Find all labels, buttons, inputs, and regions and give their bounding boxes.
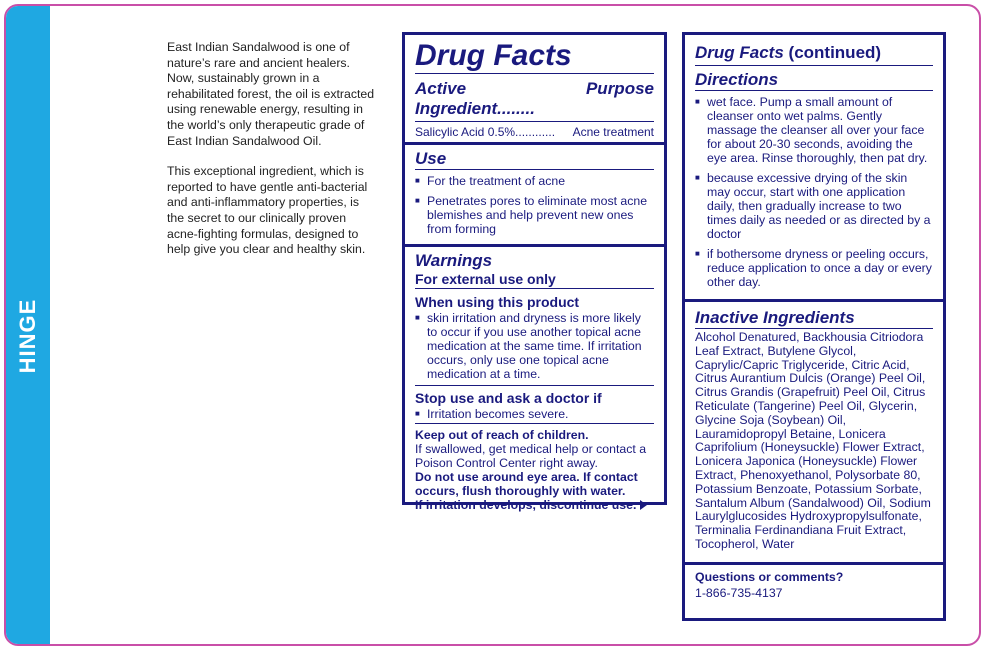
continue-arrow-icon	[640, 500, 647, 510]
use-section	[405, 145, 664, 247]
marketing-paragraph-1: East Indian Sandalwood is one of nature’s rare and ancient healers. Now, sustainably grown in a rehabilitated forest, the oil is extracted using renewable energy, resulting in the world’s only therapeutic grade of East Indian Sandalwood Oil.	[167, 40, 375, 148]
list-item: ■ if bothersome dryness or peeling occurs, reduce application to once a day or every other day.	[695, 247, 933, 289]
stop-use-title: Stop use and ask a doctor if	[415, 390, 602, 406]
active-ingredient-header	[415, 79, 654, 119]
questions-title: Questions or comments?	[695, 569, 844, 584]
external-use-text: For external use only	[415, 271, 654, 289]
divider	[415, 423, 654, 424]
list-item: ■ Irritation becomes severe.	[415, 407, 654, 421]
marketing-copy	[167, 40, 379, 273]
when-using-title: When using this product	[415, 294, 580, 310]
inactive-title: Inactive Ingredients	[695, 308, 933, 329]
use-title: Use	[415, 149, 654, 170]
discontinue-row	[415, 498, 654, 512]
list-item: ■ For the treatment of acne	[415, 174, 654, 188]
drug-facts-continued-panel	[682, 32, 946, 621]
inactive-text: Alcohol Denatured, Backhousia Citriodora Leaf Extract, Butylene Glycol, Caprylic/Capric Triglyceride, Citric Acid, Citrus Aurantium Dulcis (Orange) Peel Oil, Citrus Grandis (Grapefruit) Peel Oil, Citrus Reticulate (Tangerine) Peel Oil, Glycerin, Glycine Soja (Soybean) Oil, Lauramidopropyl Betaine, Lonicera Caprifolium (Honeysuckle) Flower Extract, Lonicera Japonica (Honeysuckle) Flower Extract, Phenoxyethanol, Polysorbate 80, Potassium Benzoate, Potassium Sorbate, Santalum Album (Sandalwood) Oil, Sodium Laurylglucosides Hydroxypropylsulfonate, Terminalia Ferdinandiana Fruit Extract, Tocopherol, Water	[695, 330, 931, 551]
drug-facts-panel	[402, 32, 667, 512]
keep-out-text: Keep out of reach of children.	[415, 428, 589, 442]
directions-list	[695, 95, 933, 289]
divider	[415, 385, 654, 386]
directions-section	[685, 35, 943, 302]
list-item: ■ wet face. Pump a small amount of cleanser onto wet palms. Gently massage the cleanser all over your face for about 20-30 seconds, avoiding the eye area. Rinse thoroughly, then pat dry.	[695, 95, 933, 165]
list-item: ■ because excessive drying of the skin may occur, start with one application daily, then gradually increase to two times daily as needed or as directed by a doctor	[695, 171, 933, 241]
purpose-label: Purpose	[585, 79, 654, 98]
phone-number: 1-866-735-4137	[695, 585, 783, 600]
drug-facts-title: Drug Facts	[415, 35, 654, 74]
marketing-paragraph-2: This exceptional ingredient, which is reported to have gentle anti-bacterial and anti-inflammatory properties, is the secret to our clinically proven acne-fighting formulas, designed to help give you clear and healthy skin.	[167, 164, 368, 257]
stop-use-list	[415, 407, 654, 421]
hinge-strip	[6, 6, 50, 644]
warnings-title: Warnings	[415, 251, 493, 270]
active-ingredient-label: Active Ingredient........	[415, 79, 535, 118]
continued-title	[695, 43, 933, 66]
swallowed-text: If swallowed, get medical help or contact a Poison Control Center right away.	[415, 442, 647, 470]
divider	[415, 121, 654, 122]
list-item: ■ Penetrates pores to eliminate most acne blemishes and help prevent new ones from forming	[415, 194, 654, 236]
active-ingredient-row	[415, 125, 654, 139]
use-list	[415, 174, 654, 236]
active-ingredient-purpose: Acne treatment	[572, 125, 654, 139]
hinge-label: HINGE	[15, 298, 40, 374]
drug-facts-header	[405, 35, 664, 145]
continued-title-main: Drug Facts	[695, 43, 784, 62]
warnings-section	[405, 247, 664, 512]
continued-title-suffix: (continued)	[788, 43, 882, 62]
eye-area-text: Do not use around eye area. If contact occurs, flush thoroughly with water.	[415, 470, 638, 498]
questions-section	[685, 565, 943, 600]
active-ingredient-name: Salicylic Acid 0.5%............	[415, 125, 556, 139]
discontinue-text: If irritation develops, discontinue use.	[415, 498, 637, 512]
inactive-section	[685, 302, 943, 565]
when-using-list	[415, 311, 654, 381]
list-item: ■ skin irritation and dryness is more likely to occur if you use another topical acne medication at the same time. If irritation occurs, only use one topical acne medication at a time.	[415, 311, 654, 381]
directions-title: Directions	[695, 70, 933, 91]
